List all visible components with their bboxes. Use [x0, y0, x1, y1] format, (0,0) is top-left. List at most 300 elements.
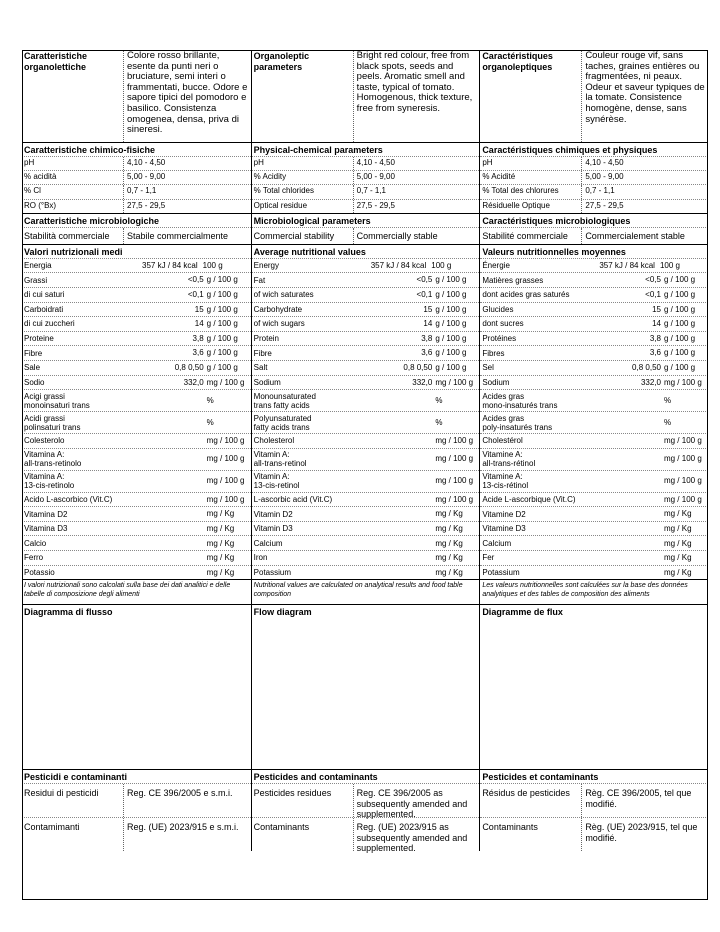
nutrient-unit: mg / 100 g	[206, 476, 245, 486]
chem-row	[22, 184, 251, 198]
chem-param: pH	[252, 157, 354, 170]
nutrition-row	[252, 550, 480, 565]
nutrition-row	[252, 565, 480, 580]
organoleptic-text: Colore rosso brillante, esente da punti neri o bruciature, semi interi o frammentati, bucce. Odore e sapore tipici del pomodoro e basilico. Consistenza omogenea, densa, priva di sineresi.	[127, 50, 248, 136]
nutrient-unit: mg / 100 g	[435, 377, 474, 387]
nutrient-name: Protéines	[482, 334, 517, 344]
pesticides-value: Règ. CE 396/2005, tel que modifié.	[585, 788, 692, 809]
nutrient-value: <0,5	[645, 275, 661, 285]
micro-row	[480, 227, 708, 244]
nutrient-name: Iron	[253, 553, 268, 563]
nutrition-note: Nutritional values are calculated on analytical results and food table composition	[252, 579, 480, 604]
nutrient-name: Potassium	[482, 567, 520, 577]
nutrient-name: Calcio	[24, 538, 47, 548]
nutrition-row	[480, 375, 708, 390]
nutrition-row	[252, 506, 480, 521]
nutrient-unit: g / 100 g	[663, 333, 696, 343]
nutrient-unit: mg / Kg	[435, 509, 463, 519]
nutrient-name: Calcium	[253, 538, 283, 548]
nutrient-name: Vitamin A: 13-cis-retinol	[253, 472, 300, 491]
nutrition-row	[22, 360, 251, 375]
nutrition-row	[480, 331, 708, 346]
nutrient-unit: mg / Kg	[663, 553, 692, 563]
nutrient-unit: g / 100 g	[435, 319, 467, 329]
flow-title: Diagramma di flusso	[24, 607, 113, 618]
pesticides-param: Residui di pesticidi	[22, 784, 124, 817]
nutrient-name: Colesterolo	[24, 436, 65, 446]
nutrient-name: Vitamine D3	[482, 524, 526, 534]
flow-diagram-section	[480, 604, 708, 769]
nutrition-note: Les valeurs nutritionnelles sont calculées sur la base des données analytiques et des tables de composition des aliments	[480, 579, 708, 604]
nutrient-name: Protein	[253, 334, 280, 344]
pesticides-row	[252, 817, 480, 854]
nutrient-value: 15	[652, 304, 661, 314]
nutrient-name: Fer	[482, 553, 495, 563]
nutrition-row	[252, 331, 480, 346]
chem-param: pH	[22, 157, 124, 170]
pesticides-value: Reg. CE 396/2005 as subsequently amended and supplemented.	[356, 788, 468, 820]
nutrient-name: Monounsaturated trans fatty acids	[253, 391, 316, 410]
nutrition-row	[252, 411, 480, 433]
organoleptic-row	[22, 50, 251, 142]
nutrient-name: Acide L-ascorbique (Vit.C)	[482, 494, 576, 504]
energy-label: Énergie	[482, 260, 510, 270]
nutrition-row	[252, 375, 480, 390]
nutrition-row	[480, 506, 708, 521]
chem-value: 4,10 - 4,50	[127, 158, 166, 167]
nutrient-unit: g / 100 g	[435, 362, 467, 372]
nutrient-value: <0,1	[645, 289, 661, 299]
nutrient-value: <0,5	[187, 275, 204, 285]
nutrition-row	[22, 331, 251, 346]
organoleptic-label: Organoleptic parameters	[252, 50, 354, 142]
pesticides-row	[22, 783, 251, 817]
nutrient-unit: mg / Kg	[206, 538, 235, 548]
pesticides-value: Reg. (UE) 2023/915 as subsequently amended and supplemented.	[356, 822, 468, 854]
chem-value: 0,7 - 1,1	[127, 186, 157, 196]
chem-row	[22, 156, 251, 170]
nutrient-unit: g / 100 g	[206, 275, 238, 285]
micro-title: Microbiological parameters	[252, 213, 480, 227]
nutrient-unit: mg / 100 g	[206, 454, 245, 464]
pesticides-row	[480, 783, 708, 817]
nutrient-name: Acido L-ascorbico (Vit.C)	[24, 494, 113, 504]
nutrition-row	[252, 433, 480, 448]
nutrition-title: Average nutritional values	[252, 244, 480, 258]
nutrient-value: 15	[423, 304, 433, 314]
nutrient-unit: mg / 100 g	[663, 377, 702, 387]
pesticides-row	[252, 783, 480, 820]
nutrient-unit: g / 100 g	[435, 304, 467, 314]
nutrition-row	[480, 492, 708, 507]
nutrient-name: Sale	[24, 363, 41, 373]
nutrient-unit: mg / 100 g	[435, 494, 474, 504]
nutrient-name: Vitamina A: 13-cis-retinolo	[24, 472, 75, 491]
nutrient-unit: g / 100 g	[435, 333, 467, 343]
nutrition-row	[480, 470, 708, 492]
nutrient-unit: mg / 100 g	[206, 436, 245, 446]
pesticides-row	[22, 817, 251, 851]
nutrient-unit: %	[206, 395, 214, 405]
pesticides-value: Règ. (UE) 2023/915, tel que modifié.	[585, 822, 698, 843]
nutrient-value: 3,8	[649, 333, 661, 343]
nutrient-unit: mg / 100 g	[663, 476, 702, 486]
nutrient-name: Acigi grassi monoinsaturi trans	[24, 391, 90, 410]
nutrient-name: L-ascorbic acid (Vit.C)	[253, 494, 333, 504]
nutrition-row	[252, 302, 480, 317]
nutrient-value: 332,0	[640, 377, 661, 387]
nutrient-unit: g / 100 g	[206, 362, 238, 372]
flow-diagram-section	[22, 604, 251, 769]
nutrient-unit: mg / Kg	[663, 538, 692, 548]
nutrient-name: Fibres	[482, 348, 505, 358]
nutrition-row	[480, 302, 708, 317]
nutrient-value: <0,1	[187, 289, 204, 299]
nutrition-row	[252, 360, 480, 375]
nutrient-unit: mg / 100 g	[206, 494, 245, 504]
flow-diagram-section	[252, 604, 480, 769]
chem-param: % Total chlorides	[252, 185, 354, 198]
micro-row	[252, 227, 480, 244]
energy-value: 357 kJ / 84 kcal	[370, 260, 427, 270]
chem-value: 27,5 - 29,5	[585, 200, 624, 210]
nutrient-unit: mg / 100 g	[663, 436, 702, 446]
pesticides-param: Pesticides residues	[252, 784, 354, 817]
nutrition-row	[22, 316, 251, 331]
nutrient-name: Cholestérol	[482, 436, 523, 446]
nutrition-row	[480, 411, 708, 433]
nutrient-unit: mg / Kg	[206, 523, 235, 533]
chem-value: 5,00 - 9,00	[356, 172, 395, 182]
nutrition-row	[22, 375, 251, 390]
nutrient-name: di cui saturi	[24, 290, 65, 300]
nutrient-value: 3,6	[649, 348, 661, 358]
pesticides-value: Reg. (UE) 2023/915 e s.m.i.	[127, 822, 239, 833]
nutrient-unit: mg / Kg	[435, 567, 463, 577]
pesticides-title: Pesticides et contaminants	[480, 769, 708, 783]
nutrient-unit: g / 100 g	[663, 362, 696, 372]
energy-unit: 100 g	[431, 260, 452, 270]
chem-row	[480, 156, 708, 170]
nutrition-row	[22, 448, 251, 470]
chem-param: % Acidité	[480, 171, 582, 184]
nutrient-value: 3,8	[421, 333, 433, 343]
chem-row	[480, 170, 708, 184]
micro-value: Commercially stable	[356, 230, 438, 241]
nutrient-name: Vitamin A: all-trans-retinol	[253, 450, 307, 469]
nutrition-row	[252, 535, 480, 550]
nutrient-value: 15	[194, 304, 204, 314]
organoleptic-label: Caractéristiques organoleptiques	[480, 50, 582, 142]
chem-param: % Total des chlorures	[480, 185, 582, 198]
chem-param: % Cl	[22, 185, 124, 198]
nutrient-unit: g / 100 g	[663, 348, 696, 358]
nutrition-row	[252, 316, 480, 331]
nutrient-unit: mg / Kg	[206, 567, 235, 577]
pesticides-title: Pesticidi e contaminanti	[22, 769, 251, 783]
nutrition-row	[22, 287, 251, 302]
nutrient-name: Cholesterol	[253, 436, 295, 446]
nutrient-value: 14	[423, 319, 433, 329]
nutrient-unit: mg / Kg	[206, 509, 235, 519]
chem-param: Résiduelle Optique	[480, 200, 582, 213]
nutrition-row	[252, 470, 480, 492]
nutrition-title: Valori nutrizionali medi	[22, 244, 251, 258]
nutrition-row	[252, 345, 480, 360]
nutrient-unit: g / 100 g	[663, 319, 696, 329]
chem-param: Optical residue	[252, 200, 354, 213]
nutrient-name: Vitamin D2	[253, 509, 293, 519]
chem-row	[480, 199, 708, 213]
spec-sheet	[22, 50, 708, 854]
nutrient-name: Vitamina D3	[24, 524, 68, 534]
nutrition-row	[480, 565, 708, 580]
micro-title: Caratteristiche microbiologiche	[22, 213, 251, 227]
nutrient-name: Vitamina D2	[24, 509, 68, 519]
nutrient-name: Vitamine D2	[482, 509, 526, 519]
nutrient-unit: g / 100 g	[206, 348, 238, 358]
nutrition-row	[22, 492, 251, 507]
pesticides-param: Contaminants	[252, 818, 354, 851]
nutrient-name: Acidi grassi polinsaturi trans	[24, 413, 81, 432]
energy-row	[480, 258, 708, 273]
energy-row	[22, 258, 251, 273]
nutrient-unit: mg / 100 g	[663, 454, 702, 464]
pesticides-param: Contamimanti	[22, 818, 124, 851]
nutrient-value: 0,8 0,50	[632, 362, 661, 372]
organoleptic-text: Couleur rouge vif, sans taches, graines entières ou fragmentées, ni peaux. Odeur et saveur typiques de la tomate. Consistence homogène, dense, sans synérèse.	[585, 50, 705, 125]
nutrition-row	[22, 521, 251, 536]
nutrient-unit: mg / Kg	[663, 523, 692, 533]
chem-param: % Acidity	[252, 171, 354, 184]
nutrition-row	[480, 389, 708, 411]
pesticides-title: Pesticides and contaminants	[252, 769, 480, 783]
organoleptic-row	[480, 50, 708, 142]
nutrient-name: dont acides gras saturés	[482, 290, 570, 300]
nutrient-name: Grassi	[24, 275, 48, 285]
nutrient-unit: g / 100 g	[206, 333, 238, 343]
nutrient-name: Fibre	[253, 348, 272, 358]
nutrient-unit: mg / Kg	[663, 509, 692, 519]
chem-value: 4,10 - 4,50	[356, 158, 395, 167]
nutrient-name: Fibre	[24, 348, 43, 358]
nutrient-unit: mg / 100 g	[435, 436, 474, 446]
nutrient-unit: %	[435, 395, 443, 405]
chem-value: 0,7 - 1,1	[356, 186, 387, 196]
nutrient-unit: mg / 100 g	[435, 476, 474, 486]
nutrient-unit: mg / Kg	[435, 538, 463, 548]
nutrient-name: Vitamin D3	[253, 524, 293, 534]
micro-row	[22, 227, 251, 244]
nutrition-row	[252, 287, 480, 302]
energy-label: Energia	[24, 260, 52, 270]
chem-row	[22, 199, 251, 213]
nutrition-row	[22, 565, 251, 580]
nutrient-name: dont sucres	[482, 319, 524, 329]
nutrition-row	[22, 506, 251, 521]
energy-unit: 100 g	[202, 260, 223, 270]
nutrition-row	[22, 433, 251, 448]
energy-unit: 100 g	[659, 260, 680, 270]
energy-value: 357 kJ / 84 kcal	[142, 260, 198, 270]
nutrition-note: I valori nutrizionali sono calcolati sulla base dei dati analitici e delle tabelle di composizione degli alimenti	[22, 579, 251, 604]
nutrient-name: Calcium	[482, 538, 512, 548]
nutrient-unit: g / 100 g	[663, 275, 696, 285]
nutrient-name: Acides gras poly-insaturés trans	[482, 413, 553, 432]
nutrient-name: di cui zuccheri	[24, 319, 75, 329]
nutrient-name: Carbohydrate	[253, 304, 303, 314]
nutrition-row	[480, 345, 708, 360]
nutrition-row	[480, 448, 708, 470]
nutrient-unit: g / 100 g	[435, 275, 467, 285]
nutrition-row	[480, 287, 708, 302]
chem-title: Caratteristiche chimico-fisiche	[22, 142, 251, 156]
nutrition-row	[22, 550, 251, 565]
nutrition-title: Valeurs nutritionnelles moyennes	[480, 244, 708, 258]
nutrient-name: Glucides	[482, 304, 514, 314]
nutrient-name: Sodium	[482, 377, 510, 387]
nutrient-unit: mg / Kg	[435, 523, 463, 533]
nutrient-unit: mg / Kg	[206, 553, 235, 563]
nutrition-row	[252, 521, 480, 536]
nutrient-value: 332,0	[183, 377, 204, 387]
nutrient-name: Ferro	[24, 553, 44, 563]
chem-title: Physical-chemical parameters	[252, 142, 480, 156]
nutrient-unit: %	[663, 395, 672, 405]
nutrient-unit: mg / 100 g	[663, 494, 702, 504]
energy-label: Energy	[253, 260, 280, 270]
nutrient-value: 3,6	[421, 348, 433, 358]
nutrition-row	[22, 272, 251, 287]
organoleptic-row	[252, 50, 480, 142]
chem-row	[252, 199, 480, 213]
nutrient-name: Proteine	[24, 334, 54, 344]
nutrient-unit: g / 100 g	[435, 348, 467, 358]
nutrition-row	[252, 389, 480, 411]
nutrient-unit: g / 100 g	[663, 304, 696, 314]
nutrient-unit: mg / 100 g	[435, 454, 474, 464]
chem-row	[22, 170, 251, 184]
nutrient-name: Fat	[253, 275, 266, 285]
nutrition-row	[480, 433, 708, 448]
micro-param: Stabilità commerciale	[22, 228, 124, 244]
energy-value: 357 kJ / 84 kcal	[599, 260, 655, 270]
nutrition-row	[480, 550, 708, 565]
nutrient-value: 3,8	[192, 333, 204, 343]
nutrient-unit: mg / Kg	[663, 567, 692, 577]
chem-row	[252, 170, 480, 184]
nutrient-name: Sodio	[24, 377, 45, 387]
nutrition-row	[480, 316, 708, 331]
nutrition-row	[22, 389, 251, 411]
nutrient-name: Potassio	[24, 567, 55, 577]
language-columns	[22, 50, 708, 854]
nutrient-unit: g / 100 g	[206, 304, 238, 314]
micro-param: Stabilité commerciale	[480, 228, 582, 244]
micro-param: Commercial stability	[252, 228, 354, 244]
nutrition-row	[480, 521, 708, 536]
nutrient-value: 3,6	[192, 348, 204, 358]
flow-title: Flow diagram	[253, 607, 312, 618]
chem-value: 5,00 - 9,00	[585, 172, 624, 182]
nutrient-value: 0,8 0,50	[403, 362, 433, 372]
energy-row	[252, 258, 480, 273]
nutrient-name: Potassium	[253, 567, 292, 577]
chem-value: 0,7 - 1,1	[585, 186, 615, 196]
chem-row	[252, 184, 480, 198]
pesticides-param: Résidus de pesticides	[480, 784, 582, 817]
nutrition-row	[22, 302, 251, 317]
nutrition-row	[252, 272, 480, 287]
flow-title: Diagramme de flux	[482, 607, 563, 618]
nutrient-name: Vitamine A: all-trans-rétinol	[482, 450, 536, 469]
micro-value: Commercialement stable	[585, 230, 685, 241]
nutrient-name: Salt	[253, 363, 268, 373]
chem-title: Caractéristiques chimiques et physiques	[480, 142, 708, 156]
organoleptic-label: Caratteristiche organolettiche	[22, 50, 124, 142]
nutrient-unit: mg / Kg	[435, 553, 463, 563]
column-en	[251, 50, 480, 854]
chem-row	[480, 184, 708, 198]
nutrient-unit: %	[435, 417, 443, 427]
micro-value: Stabile commercialmente	[127, 230, 229, 241]
organoleptic-text: Bright red colour, free from black spots, seeds and peels. Aromatic smell and taste, typical of tomato. Homogenous, thick texture, free from syneresis.	[356, 50, 473, 114]
nutrient-unit: g / 100 g	[206, 289, 238, 299]
nutrient-name: Vitamine A: 13-cis-rétinol	[482, 472, 529, 491]
nutrient-name: Acides gras mono-insaturés trans	[482, 391, 558, 410]
nutrient-unit: mg / 100 g	[206, 377, 245, 387]
nutrient-name: Carboidrati	[24, 304, 64, 314]
nutrient-value: <0,1	[416, 289, 433, 299]
pesticides-param: Contaminants	[480, 818, 582, 851]
nutrition-row	[480, 360, 708, 375]
chem-value: 4,10 - 4,50	[585, 158, 624, 167]
nutrition-row	[22, 411, 251, 433]
nutrient-name: of wich saturates	[253, 290, 314, 300]
pesticides-row	[480, 817, 708, 851]
nutrition-row	[22, 470, 251, 492]
nutrient-unit: g / 100 g	[206, 319, 238, 329]
chem-param: % acidità	[22, 171, 124, 184]
nutrient-value: <0,5	[416, 275, 433, 285]
nutrient-name: Matières grasses	[482, 275, 544, 285]
nutrient-name: Sodium	[253, 377, 281, 387]
chem-param: pH	[480, 157, 582, 170]
nutrient-value: 0,8 0,50	[174, 362, 204, 372]
chem-value: 5,00 - 9,00	[127, 172, 166, 182]
nutrient-name: Vitamina A: all-trans-retinolo	[24, 450, 82, 469]
nutrition-row	[480, 535, 708, 550]
pesticides-value: Reg. CE 396/2005 e s.m.i.	[127, 788, 233, 799]
nutrition-row	[22, 535, 251, 550]
nutrient-unit: %	[206, 417, 214, 427]
chem-row	[252, 156, 480, 170]
nutrient-unit: g / 100 g	[663, 289, 696, 299]
chem-value: 27,5 - 29,5	[356, 200, 395, 210]
nutrition-row	[480, 272, 708, 287]
nutrient-name: of wich sugars	[253, 319, 305, 329]
nutrition-row	[252, 492, 480, 507]
nutrient-value: 14	[652, 319, 661, 329]
column-fr	[479, 50, 708, 851]
nutrient-name: Polyunsaturated fatty acids trans	[253, 413, 312, 432]
nutrition-row	[252, 448, 480, 470]
nutrient-unit: %	[663, 417, 672, 427]
nutrient-name: Sel	[482, 363, 494, 373]
chem-param: RO (°Bx)	[22, 200, 124, 213]
nutrient-value: 14	[194, 319, 204, 329]
nutrient-value: 332,0	[412, 377, 433, 387]
